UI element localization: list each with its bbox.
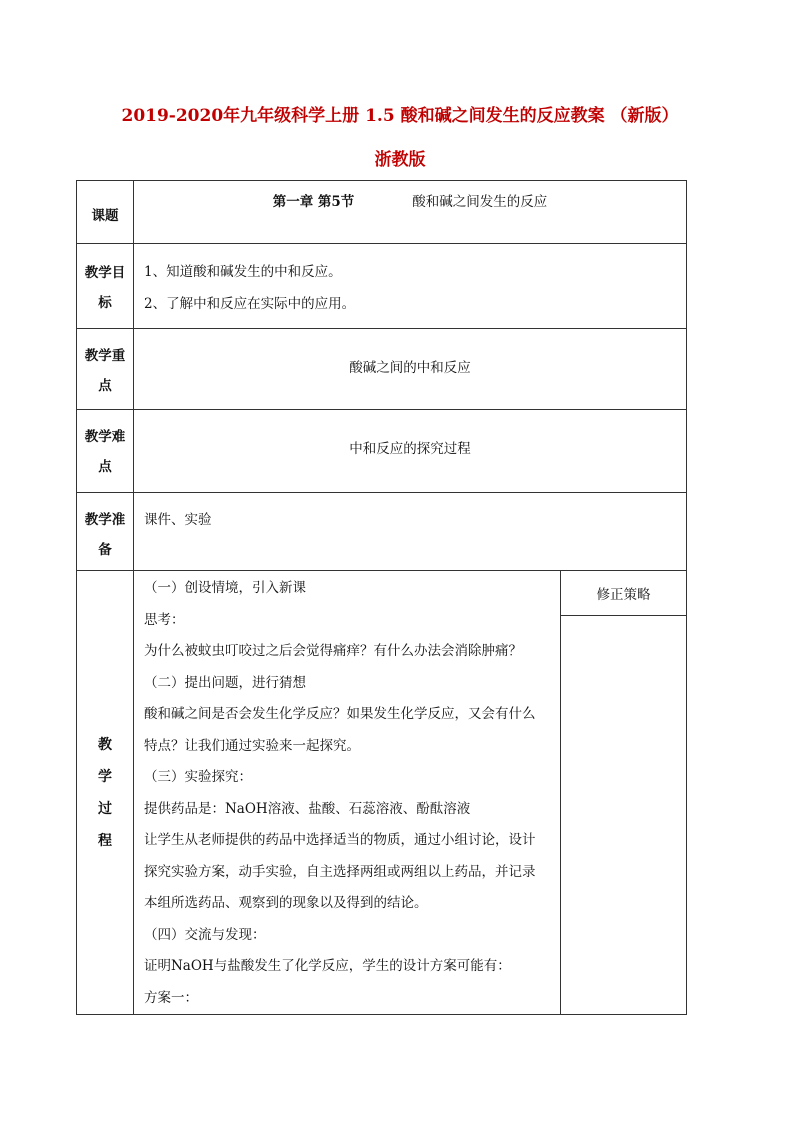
difficulties-label: 教学难 点 bbox=[77, 410, 134, 493]
process-line: 思考： bbox=[144, 611, 185, 628]
chapter-label: 第一章 第5节 bbox=[272, 194, 355, 210]
process-line: 方案一： bbox=[144, 989, 198, 1006]
preparation-label: 教学准 备 bbox=[77, 493, 134, 571]
objectives-cell bbox=[134, 244, 687, 329]
process-row bbox=[77, 571, 687, 1015]
key-points-content: 酸碱之间的中和反应 bbox=[134, 329, 687, 410]
objectives-row bbox=[77, 244, 687, 329]
process-line: 酸和碱之间是否会发生化学反应？如果发生化学反应，又会有什么 bbox=[144, 706, 536, 722]
process-line: 探究实验方案，动手实验，自主选择两组或两组以上药品，并记录 bbox=[144, 863, 536, 880]
preparation-row bbox=[77, 493, 687, 571]
difficulties-content: 中和反应的探究过程 bbox=[134, 410, 687, 493]
document-title-line1: 2019-2020年九年级科学上册 1.5 酸和碱之间发生的反应教案 （新版） bbox=[121, 106, 679, 126]
process-line: 特点？让我们通过实验来一起探究。 bbox=[144, 737, 360, 754]
process-line: 证明NaOH与盐酸发生了化学反应，学生的设计方案可能有： bbox=[144, 958, 511, 974]
document-title-line2: 浙教版 bbox=[374, 150, 426, 170]
process-line: （四）交流与发现： bbox=[144, 926, 266, 943]
process-label: 教 学 过 程 bbox=[77, 571, 134, 1015]
objectives-label: 教学目 标 bbox=[77, 244, 134, 329]
preparation-content: 课件、实验 bbox=[134, 493, 687, 571]
process-line: 为什么被蚊虫叮咬过之后会觉得痛痒？有什么办法会消除肿痛？ bbox=[144, 643, 522, 659]
process-line: 提供药品是：NaOH溶液、盐酸、石蕊溶液、酚酞溶液 bbox=[144, 800, 471, 817]
difficulties-row bbox=[77, 410, 687, 493]
revision-strategy-header: 修正策略 bbox=[561, 571, 686, 616]
topic-label: 课题 bbox=[77, 181, 134, 244]
objective-item: 1、知道酸和碱发生的中和反应。 bbox=[144, 264, 342, 280]
process-content bbox=[134, 571, 561, 1015]
objective-item: 2、了解中和反应在实际中的应用。 bbox=[144, 296, 356, 312]
process-line: 本组所选药品、观察到的现象以及得到的结论。 bbox=[144, 895, 428, 911]
lesson-plan-table bbox=[76, 180, 687, 1015]
process-line: 让学生从老师提供的药品中选择适当的物质，通过小组讨论，设计 bbox=[144, 832, 536, 848]
revision-strategy-body bbox=[561, 616, 686, 617]
key-points-label: 教学重 点 bbox=[77, 329, 134, 410]
topic-name: 酸和碱之间发生的反应 bbox=[412, 194, 548, 210]
topic-cell bbox=[134, 181, 687, 244]
process-line: （三）实验探究： bbox=[144, 769, 252, 785]
process-line: （二）提出问题，进行猜想 bbox=[144, 674, 306, 691]
key-points-row bbox=[77, 329, 687, 410]
process-line: （一）创设情境，引入新课 bbox=[144, 580, 306, 596]
revision-strategy-column bbox=[561, 571, 687, 1015]
topic-row bbox=[77, 181, 687, 244]
